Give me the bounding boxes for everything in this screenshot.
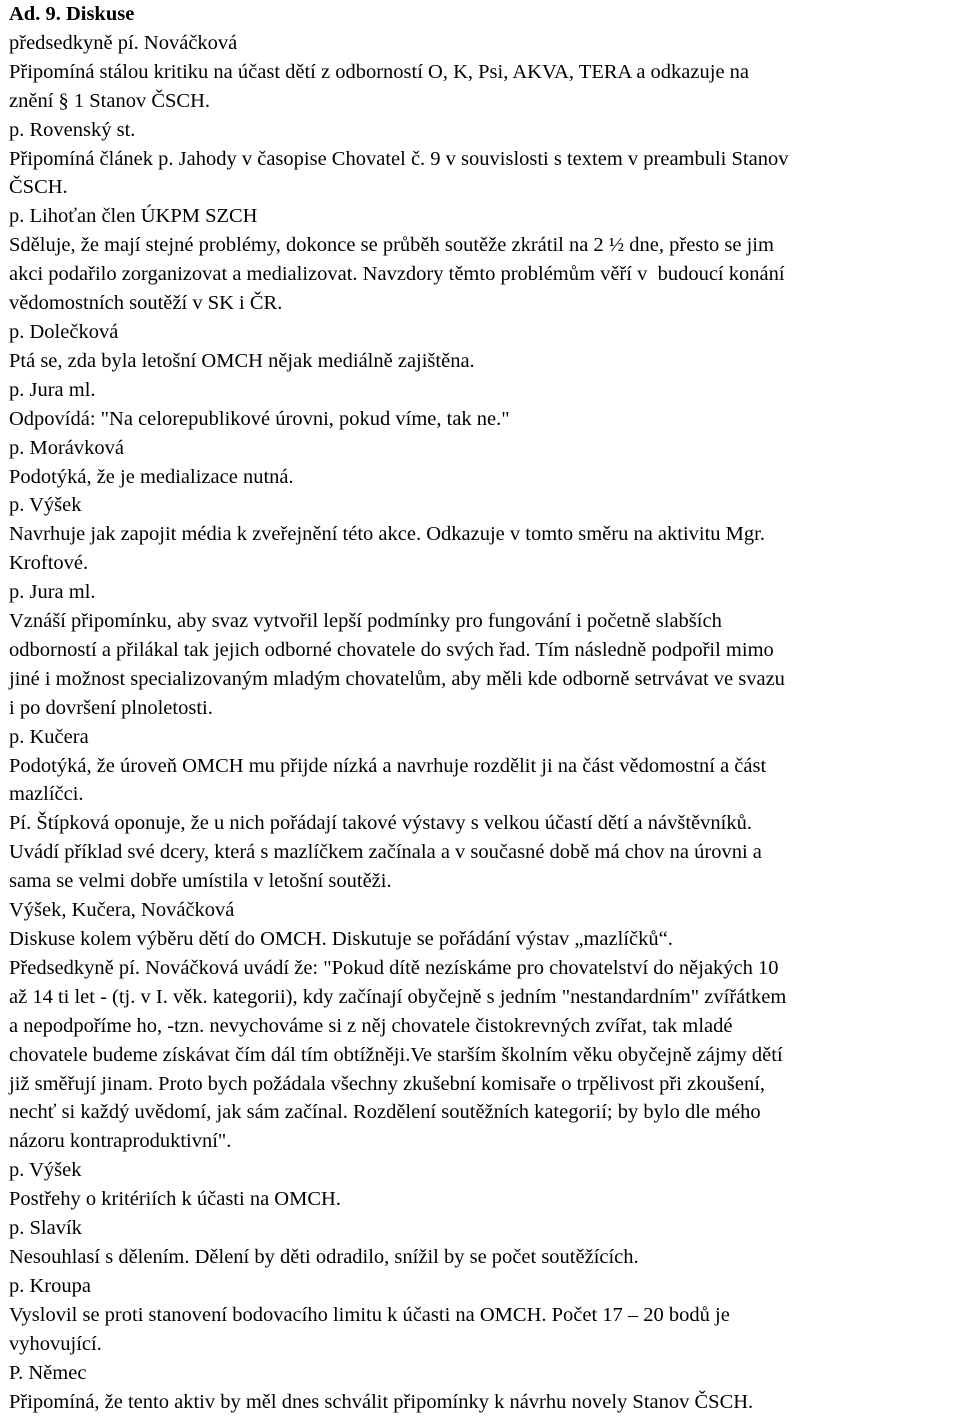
text-line: p. Lihoťan člen ÚKPM SZCH bbox=[9, 202, 954, 231]
text-line: již směřují jinam. Proto bych požádala všechny zkušební komisaře o trpělivost při zkoušení, bbox=[9, 1070, 954, 1099]
text-line: P. Němec bbox=[9, 1359, 954, 1388]
text-line: vědomostních soutěží v SK i ČR. bbox=[9, 289, 954, 318]
text-line: p. Morávková bbox=[9, 434, 954, 463]
text-line: Nesouhlasí s dělením. Dělení by děti odradilo, snížil by se počet soutěžících. bbox=[9, 1243, 954, 1272]
text-line: odborností a přilákal tak jejich odborné chovatele do svých řad. Tím následně podpořil mimo bbox=[9, 636, 954, 665]
text-line: p. Jura ml. bbox=[9, 376, 954, 405]
text-line: a nepodpoříme ho, -tzn. nevychováme si z něj chovatele čistokrevných zvířat, tak mladé bbox=[9, 1012, 954, 1041]
text-line: Sděluje, že mají stejné problémy, dokonce se průběh soutěže zkrátil na 2 ½ dne, přesto se jim bbox=[9, 231, 954, 260]
text-line: Výšek, Kučera, Nováčková bbox=[9, 896, 954, 925]
text-line: Kroftové. bbox=[9, 549, 954, 578]
text-line: sama se velmi dobře umístila v letošní soutěži. bbox=[9, 867, 954, 896]
text-line: nechť si každý uvědomí, jak sám začínal. Rozdělení soutěžních kategorií; by bylo dle mého bbox=[9, 1098, 954, 1127]
text-line: předsedkyně pí. Nováčková bbox=[9, 29, 954, 58]
text-line: akci podařilo zorganizovat a medializovat. Navzdory těmto problémům věří v budoucí konání bbox=[9, 260, 954, 289]
text-line: p. Jura ml. bbox=[9, 578, 954, 607]
text-line: p. Výšek bbox=[9, 1156, 954, 1185]
section-heading: Ad. 9. Diskuse bbox=[9, 0, 954, 29]
text-line: chovatele budeme získávat čím dál tím obtížněji.Ve starším školním věku obyčejně zájmy dětí bbox=[9, 1041, 954, 1070]
text-line: Vznáší připomínku, aby svaz vytvořil lepší podmínky pro fungování i početně slabších bbox=[9, 607, 954, 636]
text-line: Vyslovil se proti stanovení bodovacího limitu k účasti na OMCH. Počet 17 – 20 bodů je bbox=[9, 1301, 954, 1330]
text-line: Diskuse kolem výběru dětí do OMCH. Diskutuje se pořádání výstav „mazlíčků“. bbox=[9, 925, 954, 954]
text-line: Uvádí příklad své dcery, která s mazlíčkem začínala a v současné době má chov na úrovni a bbox=[9, 838, 954, 867]
text-line: jiné i možnost specializovaným mladým chovatelům, aby měli kde odborně setrvávat ve svazu bbox=[9, 665, 954, 694]
text-line: p. Rovenský st. bbox=[9, 116, 954, 145]
text-line: Postřehy o kritériích k účasti na OMCH. bbox=[9, 1185, 954, 1214]
text-line: Připomíná článek p. Jahody v časopise Chovatel č. 9 v souvislosti s textem v preambuli Stanov bbox=[9, 145, 954, 174]
text-line: Připomíná, že tento aktiv by měl dnes schválit připomínky k návrhu novely Stanov ČSCH. bbox=[9, 1388, 954, 1416]
text-line: Pí. Štípková oponuje, že u nich pořádají takové výstavy s velkou účastí dětí a návštěvníků. bbox=[9, 809, 954, 838]
text-line: ČSCH. bbox=[9, 173, 954, 202]
text-line: Předsedkyně pí. Nováčková uvádí že: "Pokud dítě nezískáme pro chovatelství do nějakých 10 bbox=[9, 954, 954, 983]
text-line: až 14 ti let - (tj. v I. věk. kategorii), kdy začínají obyčejně s jedním "nestandardním" zvířátkem bbox=[9, 983, 954, 1012]
text-line: p. Kučera bbox=[9, 723, 954, 752]
text-line: p. Dolečková bbox=[9, 318, 954, 347]
text-line: Podotýká, že úroveň OMCH mu přijde nízká a navrhuje rozdělit ji na část vědomostní a část bbox=[9, 752, 954, 781]
text-line: znění § 1 Stanov ČSCH. bbox=[9, 87, 954, 116]
text-line: p. Výšek bbox=[9, 491, 954, 520]
text-line: mazlíčci. bbox=[9, 780, 954, 809]
document-page bbox=[9, 0, 954, 1416]
text-line: Navrhuje jak zapojit média k zveřejnění této akce. Odkazuje v tomto směru na aktivitu Mgr. bbox=[9, 520, 954, 549]
text-line: Připomíná stálou kritiku na účast dětí z odborností O, K, Psi, AKVA, TERA a odkazuje na bbox=[9, 58, 954, 87]
text-line: i po dovršení plnoletosti. bbox=[9, 694, 954, 723]
document-body bbox=[9, 29, 954, 1416]
text-line: Podotýká, že je medializace nutná. bbox=[9, 463, 954, 492]
text-line: vyhovující. bbox=[9, 1330, 954, 1359]
text-line: p. Slavík bbox=[9, 1214, 954, 1243]
text-line: názoru kontraproduktivní". bbox=[9, 1127, 954, 1156]
text-line: Odpovídá: "Na celorepublikové úrovni, pokud víme, tak ne." bbox=[9, 405, 954, 434]
text-line: Ptá se, zda byla letošní OMCH nějak mediálně zajištěna. bbox=[9, 347, 954, 376]
text-line: p. Kroupa bbox=[9, 1272, 954, 1301]
